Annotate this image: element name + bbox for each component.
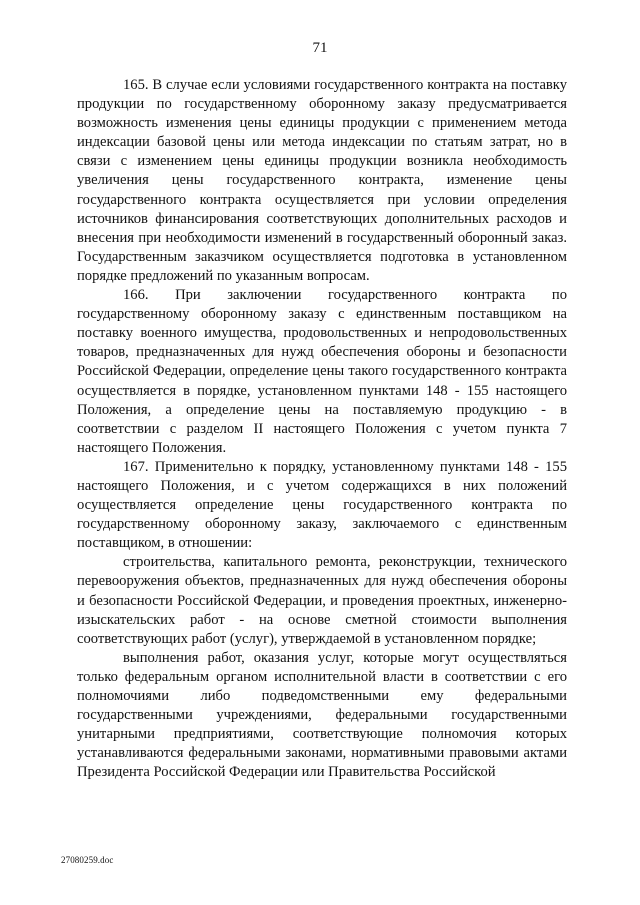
paragraph-165: 165. В случае если условиями государственного контракта на поставку продукции по государственному оборонному заказу предусматривается возможность изменения цены единицы продукции с применением метода индексации базовой цены или метода индексации по статьям затрат, но в связи с изменением цены единицы продукции возникла необходимость увеличения цены государственного контракта, изменение цены государственного контракта осуществляется при условии определения источников финансирования соответствующих дополнительных расходов и внесения при необходимости изменений в государственный оборонный заказ. Государственным заказчиком осуществляется подготовка в установленном порядке предложений по указанным вопросам. [77,77,567,284]
paragraph-166: 166. При заключении государственного контракта по государственному оборонному заказу с единственным поставщиком на поставку военного имущества, продовольственных и непродовольственных товаров, предназначенных для нужд обеспечения обороны и безопасности Российской Федерации, определение цены такого государственного контракта осуществляется в порядке, установленном пунктами 148 - 155 настоящего Положения, а определение цены на поставляемую продукцию - в соответствии с разделом II настоящего Положения с учетом пункта 7 настоящего Положения. [77,287,567,456]
document-body [77,76,567,782]
footer-file-code: 27080259.doc [61,855,114,865]
paragraph-construction: строительства, капитального ремонта, реконструкции, технического перевооружения объектов, предназначенных для нужд обеспечения обороны и безопасности Российской Федерации, и проведения проектных, инженерно-изыскательских работ - на основе сметной стоимости выполнения соответствующих работ (услуг), утверждаемой в установленном порядке; [77,554,567,647]
paragraph-167: 167. Применительно к порядку, установленному пунктами 148 - 155 настоящего Положения, и с учетом содержащихся в них положений осуществляется определение цены государственного контракта по государственному оборонному заказу, заключаемого с единственным поставщиком, в отношении: [77,458,567,552]
paragraph-works-services: выполнения работ, оказания услуг, которые могут осуществляться только федеральным органом исполнительной власти в соответствии с его полномочиями либо подведомственными ему федеральными государственными учреждениями, федеральными государственными унитарными предприятиями, соответствующие полномочия которых устанавливаются федеральными законами, нормативными правовыми актами Президента Российской Федерации или Правительства Российской [77,649,567,781]
page-number: 71 [312,40,328,56]
